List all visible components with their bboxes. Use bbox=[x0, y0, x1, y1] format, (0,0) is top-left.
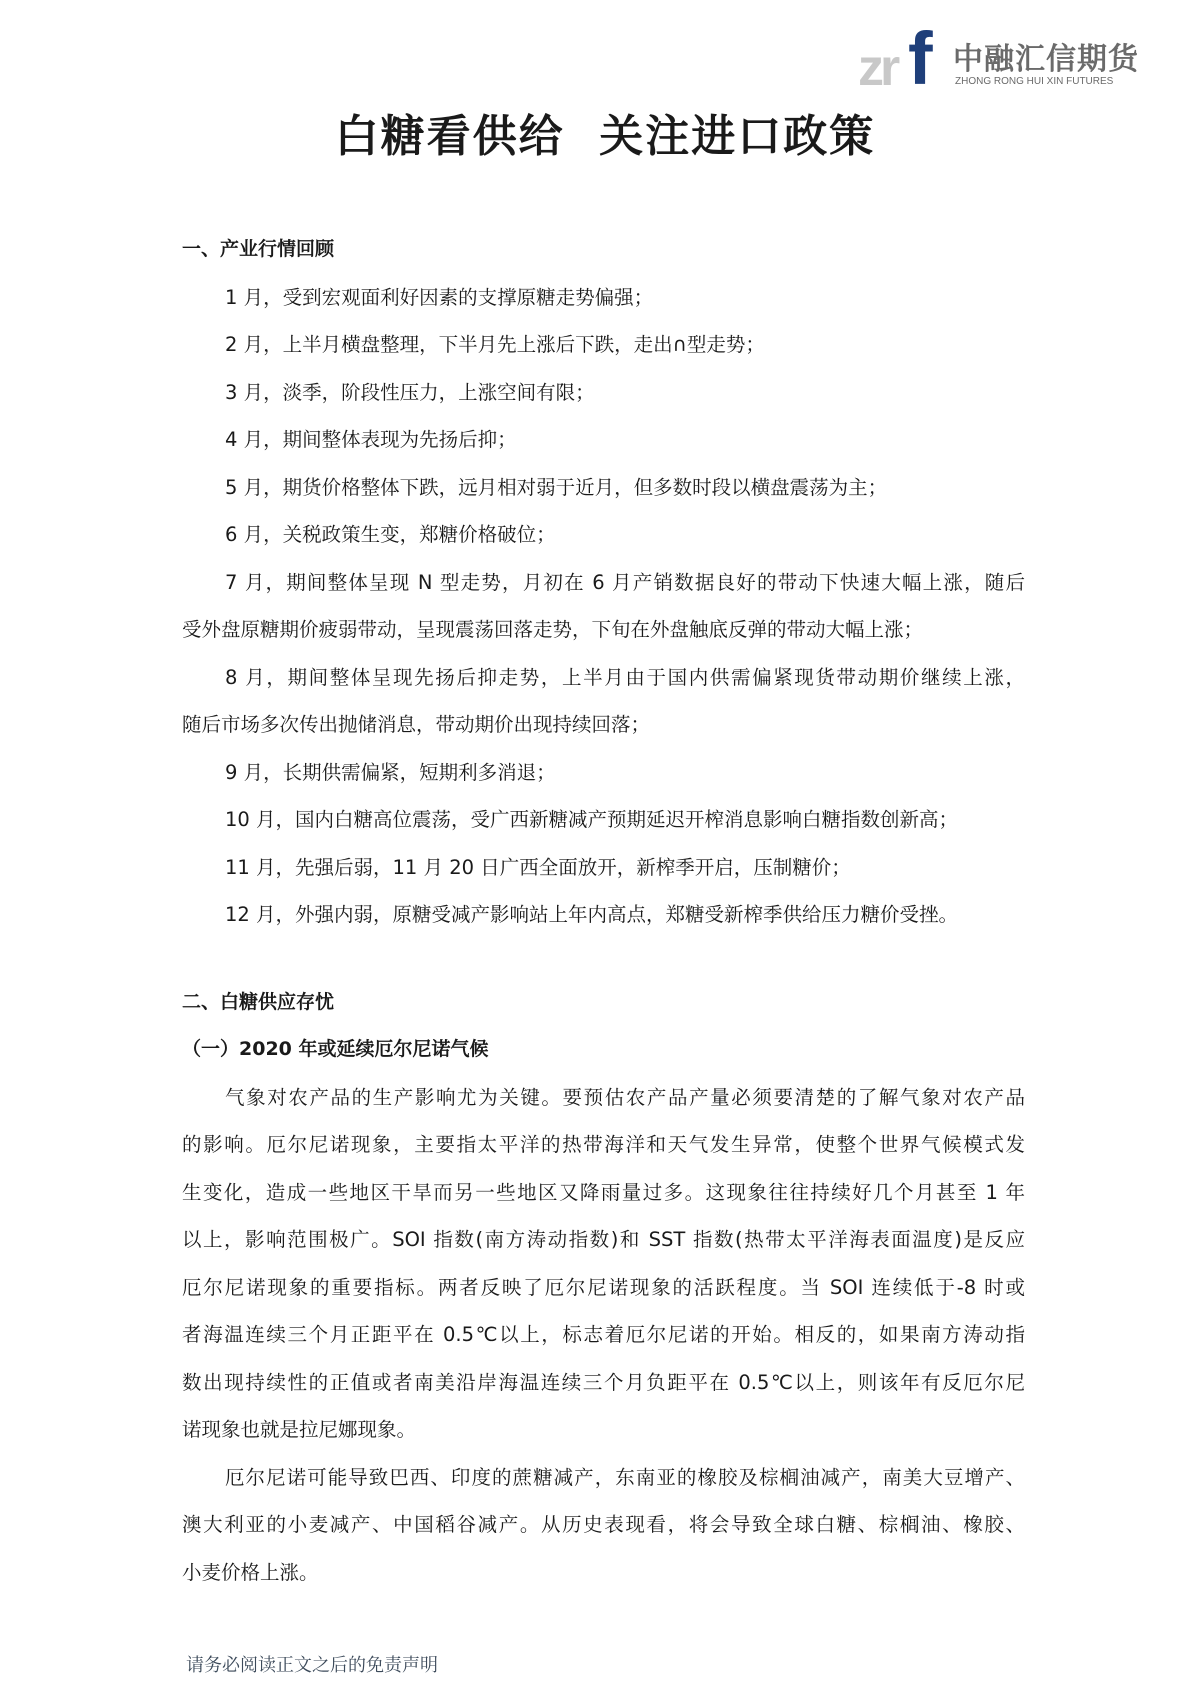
text-line: 5 月，期货价格整体下跌，远月相对弱于近月，但多数时段以横盘震荡为主； bbox=[225, 475, 888, 499]
text-line: 6 月，关税政策生变，郑糖价格破位； bbox=[225, 523, 556, 546]
text-line: 4 月，期间整体表现为先扬后抑； bbox=[225, 428, 517, 451]
text-line: 受外盘原糖期价疲弱带动，呈现震荡回落走势，下旬在外盘触底反弹的带动大幅上涨； bbox=[182, 618, 924, 641]
text-line: 11 月，先强后弱，11 月 20 日广西全面放开，新榨季开启，压制糖价； bbox=[225, 855, 851, 879]
text-line: 小麦价格上涨。 bbox=[182, 1560, 319, 1584]
text-line: 厄尔尼诺可能导致巴西、印度的蔗糖减产，东南亚的橡胶及棕榈油减产，南美大豆增产、 bbox=[225, 1465, 1025, 1489]
logo-mark-zr: zr bbox=[858, 39, 897, 97]
text-line: 7 月，期间整体呈现 N 型走势，月初在 6 月产销数据良好的带动下快速大幅上涨，随后 bbox=[225, 570, 1025, 594]
text-line: 气象对农产品的生产影响尤为关键。要预估农产品产量必须要清楚的了解气象对农产品 bbox=[225, 1085, 1025, 1109]
logo-mark-f: f bbox=[908, 17, 933, 100]
logo-name-en: ZHONG RONG HUI XIN FUTURES bbox=[955, 76, 1114, 87]
company-logo bbox=[858, 17, 1139, 100]
text-line: 的影响。厄尔尼诺现象，主要指太平洋的热带海洋和天气发生异常，使整个世界气候模式发 bbox=[182, 1133, 1025, 1156]
document-body bbox=[182, 226, 1025, 1596]
document-title: 白糖看供给 关注进口政策 bbox=[334, 111, 876, 162]
text-line: 10 月，国内白糖高位震荡，受广西新糖减产预期延迟开榨消息影响白糖指数创新高； bbox=[225, 808, 959, 831]
text-line: 厄尔尼诺现象的重要指标。两者反映了厄尔尼诺现象的活跃程度。当 SOI 连续低于-8 时或 bbox=[182, 1275, 1025, 1299]
text-line: 者海温连续三个月正距平在 0.5℃以上，标志着厄尔尼诺的开始。相反的，如果南方涛动指 bbox=[182, 1323, 1025, 1346]
logo-name-cn: 中融汇信期货 bbox=[953, 42, 1139, 77]
disclaimer-footer: 请务必阅读正文之后的免责声明 bbox=[186, 1655, 438, 1676]
text-line: 以上，影响范围极广。SOI 指数(南方涛动指数)和 SST 指数(热带太平洋海表面温度)是反应 bbox=[182, 1228, 1025, 1251]
text-line: 1 月，受到宏观面利好因素的支撑原糖走势偏强； bbox=[225, 285, 654, 309]
section2-body bbox=[182, 1074, 1025, 1597]
text-line: 随后市场多次传出抛储消息，带动期价出现持续回落； bbox=[182, 713, 651, 736]
section2-subheading: （一）2020 年或延续厄尔尼诺气候 bbox=[182, 1038, 489, 1060]
text-line: 生变化，造成一些地区干旱而另一些地区又降雨量过多。这现象往往持续好几个月甚至 1 年 bbox=[182, 1180, 1025, 1204]
section1-body bbox=[182, 274, 1025, 939]
text-line: 澳大利亚的小麦减产、中国稻谷减产。从历史表现看，将会导致全球白糖、棕榈油、橡胶、 bbox=[182, 1513, 1025, 1536]
section1-heading: 一、产业行情回顾 bbox=[182, 238, 335, 260]
section2-heading: 二、白糖供应存忧 bbox=[182, 990, 335, 1013]
text-line: 2 月，上半月横盘整理，下半月先上涨后下跌，走出∩型走势； bbox=[225, 333, 765, 356]
text-line: 8 月，期间整体呈现先扬后抑走势，上半月由于国内供需偏紧现货带动期价继续上涨， bbox=[225, 665, 1025, 689]
text-line: 数出现持续性的正值或者南美沿岸海温连续三个月负距平在 0.5℃以上，则该年有反厄尔尼 bbox=[182, 1370, 1025, 1394]
text-line: 3 月，淡季，阶段性压力，上涨空间有限； bbox=[225, 380, 595, 404]
text-line: 诺现象也就是拉尼娜现象。 bbox=[182, 1418, 417, 1441]
text-line: 12 月，外强内弱，原糖受减产影响站上年内高点，郑糖受新榨季供给压力糖价受挫。 bbox=[225, 903, 959, 926]
text-line: 9 月，长期供需偏紧，短期利多消退； bbox=[225, 760, 556, 784]
